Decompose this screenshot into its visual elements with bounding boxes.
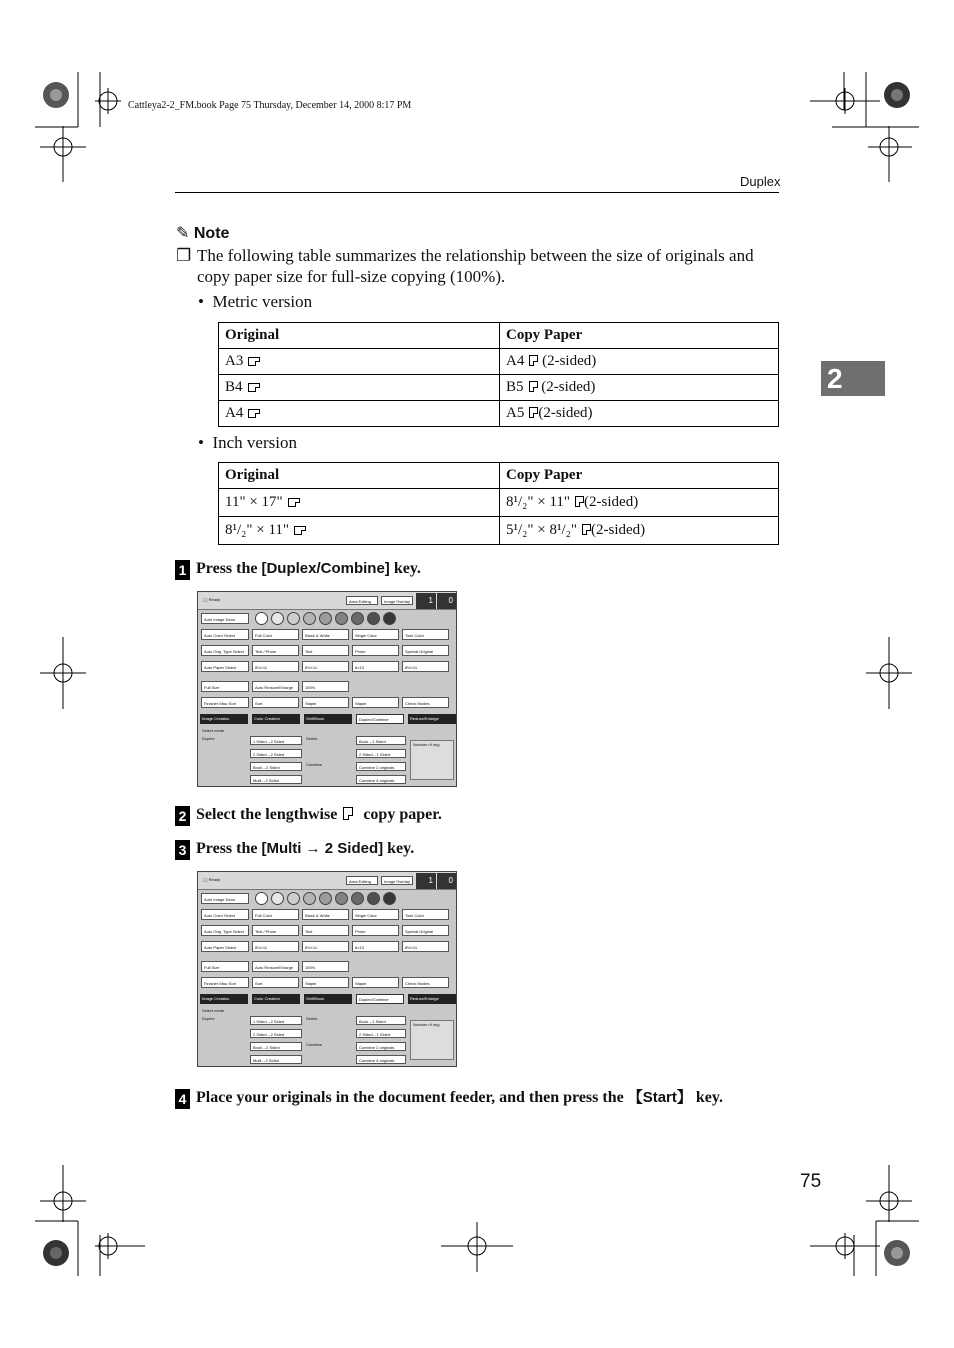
landscape-paper-icon — [288, 498, 300, 507]
pencil-icon: ✎ — [176, 225, 190, 242]
portrait-paper-icon — [529, 355, 538, 366]
set-counter: 1 — [416, 873, 436, 889]
series-option: 2 Sided→1 Sided — [356, 749, 406, 758]
row-option: Staple — [352, 977, 399, 988]
row-option: Staple — [352, 697, 399, 708]
tab-1: Color Creation — [252, 994, 300, 1004]
row-label: Auto Paper Select — [201, 661, 249, 672]
tab-3: Duplex/Combine — [356, 714, 404, 724]
combine-option: Combine 4 originals — [356, 1055, 406, 1064]
tab-3: Duplex/Combine — [356, 994, 404, 1004]
row-option: Black & White — [302, 629, 349, 640]
row-option: Single Color — [352, 629, 399, 640]
series-label: Series — [306, 736, 318, 741]
combine-option: Combine 4 originals — [356, 775, 406, 784]
series-option: 2 Sided→1 Sided — [356, 1029, 406, 1038]
series-option: Book→1 Sided — [356, 736, 406, 745]
step-4: 4 Place your originals in the document feeder, and then press the 【Start】 key. — [175, 1086, 723, 1109]
row-label: Finisher Misc Sort — [201, 697, 249, 708]
row-option: Sort — [252, 977, 299, 988]
row-option: Photo — [352, 645, 399, 656]
row-option: Special Original — [402, 925, 449, 936]
row-option: 8½×11 — [302, 941, 349, 952]
combine-option: Combine 2 originals — [356, 1042, 406, 1051]
chapter-tab: 2 — [821, 361, 885, 396]
row-label: Full Size — [201, 681, 249, 692]
density-circle — [351, 892, 364, 905]
duplex-option: Multi→2 Sided — [250, 775, 302, 784]
note-title: Note — [193, 225, 230, 242]
density-circle — [255, 892, 268, 905]
landscape-paper-icon — [248, 357, 260, 366]
file-info: Cattleya2-2_FM.book Page 75 Thursday, December 14, 2000 8:17 PM — [128, 100, 412, 111]
note-body — [176, 245, 780, 287]
row-label: Auto Orig. Type Select — [201, 925, 249, 936]
image-overlay-button: Image Overlay — [381, 876, 413, 885]
row-option: Check Modes — [402, 697, 449, 708]
duplex-label: Duplex — [202, 736, 215, 741]
row-label: Auto Color Select — [201, 629, 249, 640]
start-key: 【Start】 — [627, 1089, 692, 1106]
table-row: 11" × 17" 8¹/₂" × 11" (2-sided) — [219, 489, 779, 517]
checkbox-icon: ❐ — [176, 246, 192, 265]
row-option: Text — [302, 925, 349, 936]
table-row: B4 B5 (2-sided) — [219, 375, 779, 401]
metric-table — [218, 322, 779, 427]
row-option: Text / Photo — [252, 925, 299, 936]
table-row: 8¹/₂" × 11" 5¹/₂" × 8¹/₂" (2-sided) — [219, 517, 779, 545]
row-option: Staple — [302, 697, 349, 708]
tab-0: Image Creation — [200, 994, 248, 1004]
density-circle — [367, 892, 380, 905]
set-counter: 1 — [416, 593, 436, 609]
series-option: Book→1 Sided — [356, 1016, 406, 1025]
copier-screen-1 — [197, 591, 457, 787]
row-option: Full Color — [252, 909, 299, 920]
landscape-paper-icon — [248, 409, 260, 418]
area-editing-button: Area Editing — [346, 876, 378, 885]
row-option: 8½×11 — [252, 661, 299, 672]
side-label: Number of orig. — [413, 1022, 441, 1027]
row-label: Full Size — [201, 961, 249, 972]
side-label: Number of orig. — [413, 742, 441, 747]
row-option: Single Color — [352, 909, 399, 920]
header-copy-paper: Copy Paper — [500, 463, 779, 489]
page-number: 75 — [800, 1171, 822, 1192]
row-option: Text / Photo — [252, 645, 299, 656]
step-2: 2 Select the lengthwise copy paper. — [175, 806, 442, 826]
series-label: Series — [306, 1016, 318, 1021]
header-rule — [175, 192, 779, 193]
row-label: Auto Paper Select — [201, 941, 249, 952]
row-option: 100% — [302, 681, 349, 692]
duplex-option: Book→2 Sided — [250, 762, 302, 771]
duplex-option: Multi→2 Sided — [250, 1055, 302, 1064]
portrait-paper-icon — [529, 407, 538, 418]
header-original: Original — [219, 323, 500, 349]
row-option: 100% — [302, 961, 349, 972]
table-row: A3 A4 (2-sided) — [219, 349, 779, 375]
status-text: ◯ Ready — [203, 597, 221, 602]
density-circle — [271, 892, 284, 905]
density-circle — [287, 892, 300, 905]
row-option: Special Original — [402, 645, 449, 656]
density-circle — [367, 612, 380, 625]
duplex-option: 1 Sided→2 Sided — [250, 1016, 302, 1025]
row-option: Auto Reduce/Enlarge — [252, 681, 299, 692]
density-circle — [383, 892, 396, 905]
multi-2-sided-key: [Multi → 2 Sided] — [261, 840, 384, 857]
row-option: Check Modes — [402, 977, 449, 988]
copies-counter: 0 — [437, 873, 456, 889]
tab-2: Shift/Book — [304, 714, 352, 724]
row-option: Full Color — [252, 629, 299, 640]
row-option: Black & White — [302, 909, 349, 920]
status-text: ◯ Ready — [203, 877, 221, 882]
portrait-paper-icon — [575, 496, 584, 507]
select-mode-label: Select mode — [202, 1008, 225, 1013]
note-text: The following table summarizes the relationship between the size of originals and copy paper size for full-size copying (100%). — [197, 246, 754, 286]
row-option: Sort — [252, 697, 299, 708]
row-option: Auto Reduce/Enlarge — [252, 961, 299, 972]
row-label: Auto Color Select — [201, 909, 249, 920]
combine-label: Combine — [306, 1042, 323, 1047]
density-circle — [319, 892, 332, 905]
row-option: Staple — [302, 977, 349, 988]
duplex-label: Duplex — [202, 1016, 215, 1021]
copies-counter: 0 — [437, 593, 456, 609]
metric-label: • Metric version — [198, 292, 313, 311]
density-circle — [351, 612, 364, 625]
row-label: Finisher Misc Sort — [201, 977, 249, 988]
step-1: 1 Press the [Duplex/Combine] key. — [175, 560, 421, 580]
portrait-paper-icon — [582, 524, 591, 535]
duplex-option: 2 Sided→2 Sided — [250, 749, 302, 758]
portrait-paper-icon — [529, 381, 538, 392]
landscape-paper-icon — [248, 383, 260, 392]
select-mode-label: Select mode — [202, 728, 225, 733]
row-option: Twin Color — [402, 629, 449, 640]
tab-4: Reduce/Enlarge — [408, 994, 456, 1004]
inch-label: • Inch version — [198, 433, 297, 452]
duplex-option: 1 Sided→2 Sided — [250, 736, 302, 745]
row-option: Twin Color — [402, 909, 449, 920]
row-option: Text — [302, 645, 349, 656]
combine-label: Combine — [306, 762, 323, 767]
step-3: 3 Press the [Multi → 2 Sided] key. — [175, 840, 414, 860]
table-row: A4 A5 (2-sided) — [219, 401, 779, 427]
row-label: Auto Orig. Type Select — [201, 645, 249, 656]
density-circle — [319, 612, 332, 625]
header-copy-paper: Copy Paper — [500, 323, 779, 349]
landscape-paper-icon — [294, 526, 306, 535]
portrait-paper-icon — [343, 807, 353, 820]
duplex-option: Book→2 Sided — [250, 1042, 302, 1051]
inch-table — [218, 462, 779, 545]
copier-screen-2 — [197, 871, 457, 1067]
row-label: Auto Image Dens. — [201, 613, 249, 624]
tab-1: Color Creation — [252, 714, 300, 724]
row-option: 8×13 — [352, 941, 399, 952]
density-circle — [271, 612, 284, 625]
row-option: 8½×11 — [402, 941, 449, 952]
note-heading — [176, 223, 229, 243]
tab-4: Reduce/Enlarge — [408, 714, 456, 724]
combine-option: Combine 2 originals — [356, 762, 406, 771]
row-label: Auto Image Dens. — [201, 893, 249, 904]
density-circle — [303, 612, 316, 625]
density-circle — [303, 892, 316, 905]
header-original: Original — [219, 463, 500, 489]
density-circle — [287, 612, 300, 625]
image-overlay-button: Image Overlay — [381, 596, 413, 605]
row-option: 8×13 — [352, 661, 399, 672]
row-option: 8½×11 — [302, 661, 349, 672]
tab-0: Image Creation — [200, 714, 248, 724]
density-circle — [255, 612, 268, 625]
density-circle — [335, 892, 348, 905]
duplex-option: 2 Sided→2 Sided — [250, 1029, 302, 1038]
duplex-combine-key: [Duplex/Combine] — [261, 560, 390, 577]
section-title: Duplex — [740, 174, 781, 189]
density-circle — [383, 612, 396, 625]
density-circle — [335, 612, 348, 625]
row-option: 8½×11 — [252, 941, 299, 952]
area-editing-button: Area Editing — [346, 596, 378, 605]
row-option: Photo — [352, 925, 399, 936]
tab-2: Shift/Book — [304, 994, 352, 1004]
row-option: 8½×11 — [402, 661, 449, 672]
